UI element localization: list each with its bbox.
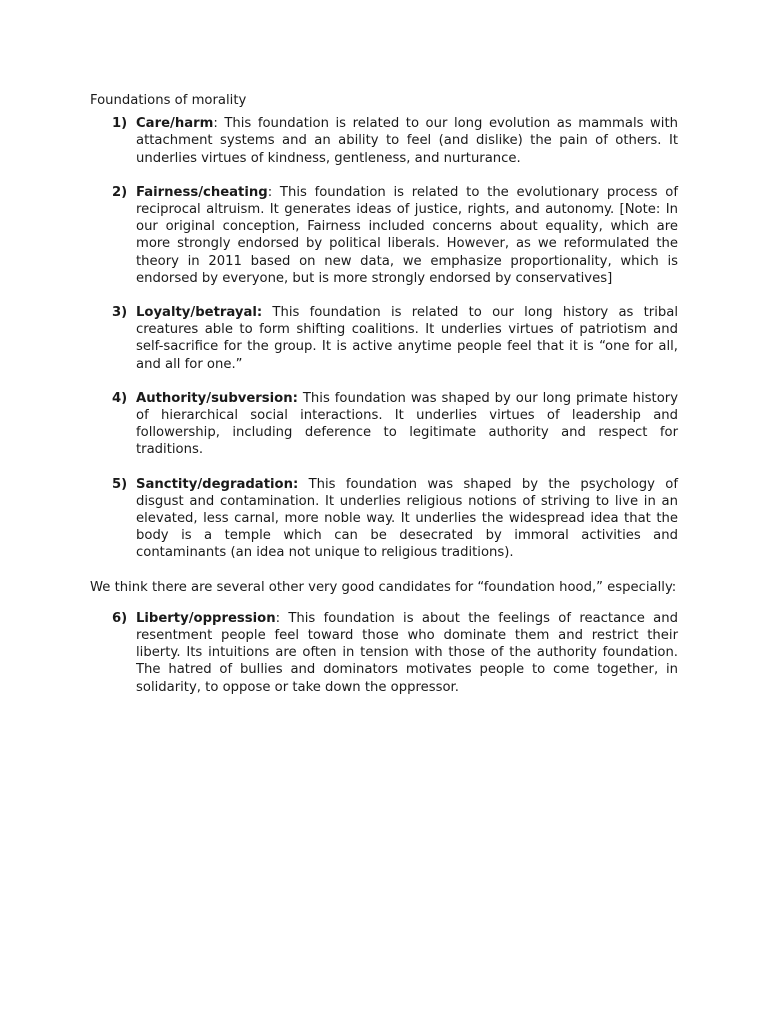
item-term: Care/harm bbox=[136, 116, 214, 132]
item-number: 6) bbox=[112, 610, 128, 626]
list-item bbox=[90, 390, 678, 459]
list-item bbox=[90, 184, 678, 287]
item-number: 2) bbox=[112, 184, 128, 200]
item-term: Authority/subversion: bbox=[136, 390, 298, 406]
document-page bbox=[90, 92, 678, 713]
item-term: Liberty/oppression bbox=[136, 610, 276, 626]
item-text: This foundation is related to our long history as tribal creatures able to form shifting coalitions. It underlies virtues of patriotism and self-sacrifice for the group. It is active anytime people feel that it is “one for all, and all for one.” bbox=[136, 305, 678, 372]
list-item bbox=[90, 304, 678, 373]
list-item bbox=[90, 476, 678, 562]
item-text: : This foundation is related to the evolutionary process of reciprocal altruism. It generates ideas of justice, rights, and autonomy. [Note: In our original conception, Fairness included concerns about equality, which are more strongly endorsed by political liberals. However, as we reformulated the theory in 2011 based on new data, we emphasize proportionality, which is endorsed by everyone, but is more strongly endorsed by conservatives] bbox=[136, 184, 678, 286]
item-number: 1) bbox=[112, 116, 128, 132]
foundations-list bbox=[90, 115, 678, 561]
item-number: 5) bbox=[112, 476, 128, 492]
item-text: This foundation was shaped by the psychology of disgust and contamination. It underlies religious notions of striving to live in an elevated, less carnal, more noble way. It underlies the widespread idea that the body is a temple which can be desecrated by immoral activities and contaminants (an idea not unique to religious traditions). bbox=[136, 476, 678, 561]
list-item bbox=[90, 610, 678, 696]
item-text: This foundation was shaped by our long primate history of hierarchical social interactions. It underlies virtues of leadership and followership, including deference to legitimate authority and respect for traditions. bbox=[136, 390, 678, 458]
item-number: 4) bbox=[112, 390, 128, 406]
document-heading: Foundations of morality bbox=[90, 93, 247, 108]
list-item bbox=[90, 115, 678, 167]
item-text: : This foundation is related to our long evolution as mammals with attachment systems and an ability to feel (and dislike) the pain of others. It underlies virtues of kindness, gentleness, and nurturance. bbox=[136, 116, 678, 166]
item-text: : This foundation is about the feelings of reactance and resentment people feel toward those who dominate them and restrict their liberty. Its intuitions are often in tension with those of the authority foundation. The hatred of bullies and dominators motivates people to come together, in solidarity, to oppose or take down the oppressor. bbox=[136, 610, 678, 695]
item-number: 3) bbox=[112, 305, 128, 321]
candidates-list bbox=[90, 610, 678, 696]
item-term: Sanctity/degradation: bbox=[136, 476, 299, 492]
item-term: Loyalty/betrayal: bbox=[136, 305, 263, 321]
item-term: Fairness/cheating bbox=[136, 184, 268, 200]
interlude-paragraph: We think there are several other very good candidates for “foundation hood,” especially: bbox=[90, 579, 677, 595]
